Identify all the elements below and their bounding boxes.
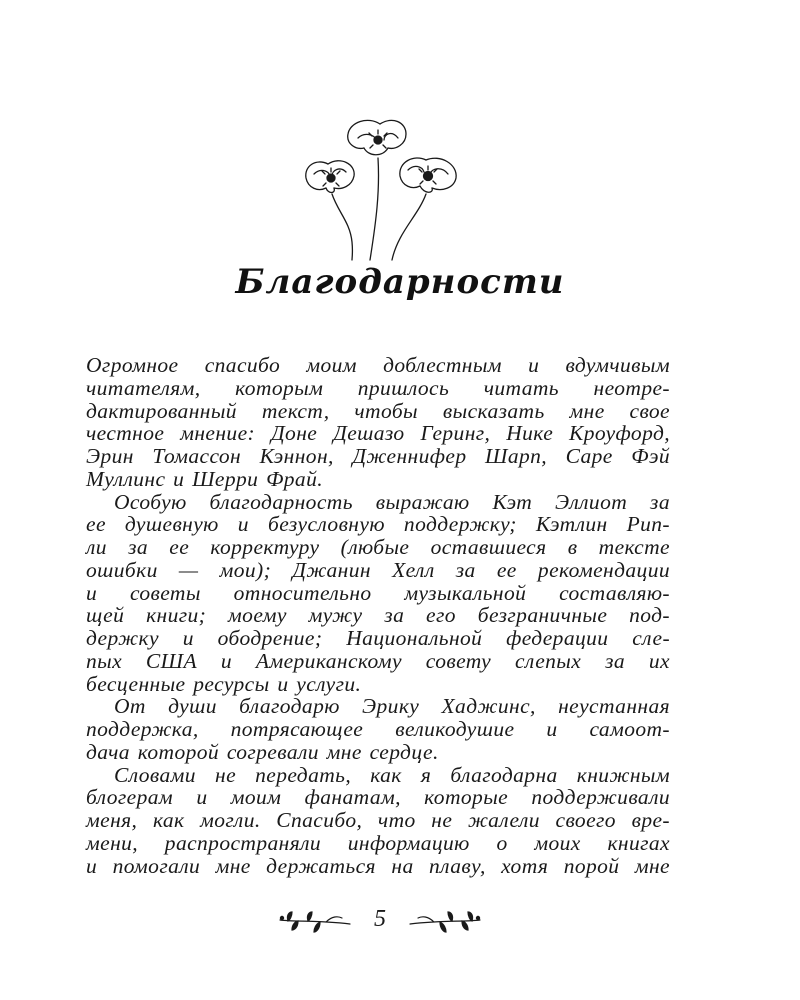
- page-title: Благодарности: [235, 262, 565, 302]
- text-line: ошибки — мои); Джанин Хелл за ее рекомендации: [86, 557, 670, 582]
- text-line: ли за ее корректуру (любые оставшиеся в тексте: [86, 535, 670, 559]
- text-line: держку и ободрение; Национальной федерации сле-: [86, 626, 670, 650]
- poppy-flowers-icon: [298, 112, 468, 262]
- text-line: блогерам и моим фанатам, которые поддерживали: [86, 785, 670, 810]
- text-line: мени, распространяли информацию о моих книгах: [86, 830, 670, 855]
- poppy-top: [348, 120, 406, 154]
- text-line: щей книги; моему мужу за его безграничные под-: [86, 603, 670, 628]
- text-line: меня, как могли. Спасибо, что не жалели своего вре-: [86, 808, 670, 832]
- text-line: и советы относительно музыкальной составляю-: [86, 580, 670, 605]
- body-text: [86, 354, 670, 877]
- poppy-right: [400, 158, 456, 192]
- text-line: От души благодарю Эрику Хаджинс, неустанная: [114, 694, 670, 719]
- text-line: читателям, которым пришлось читать неотре-: [86, 375, 670, 400]
- text-line: поддержка, потрясающее великодушие и самоот-: [86, 717, 670, 741]
- text-line: ее душевную и безусловную поддержку; Кэтлин Рип-: [86, 512, 670, 537]
- text-line: дача которой согревали мне сердце.: [86, 739, 439, 764]
- text-line: бесценные ресурсы и услуги.: [86, 671, 362, 696]
- text-line: пых США и Американскому совету слепых за их: [86, 648, 670, 673]
- text-line: Эрин Томассон Кэннон, Дженнифер Шарп, Саре Фэй: [86, 444, 670, 468]
- page-footer: [270, 902, 490, 942]
- text-line: честное мнение: Доне Дешазо Геринг, Нике Кроуфорд,: [86, 421, 670, 446]
- text-line: Словами не передать, как я благодарна книжным: [114, 762, 670, 787]
- text-line: Особую благодарность выражаю Кэт Эллиот за: [114, 489, 670, 514]
- text-line: и помогали мне держаться на плаву, хотя порой мне: [86, 853, 670, 878]
- text-line: Огромное спасибо моим доблестным и вдумчивым: [86, 353, 670, 377]
- text-line: Муллинс и Шерри Фрай.: [86, 466, 323, 491]
- poppy-left: [306, 161, 354, 193]
- page-number: 5: [374, 906, 386, 932]
- leaf-sprig-icon: [406, 908, 484, 936]
- text-line: дактированный текст, чтобы высказать мне свое: [86, 398, 670, 423]
